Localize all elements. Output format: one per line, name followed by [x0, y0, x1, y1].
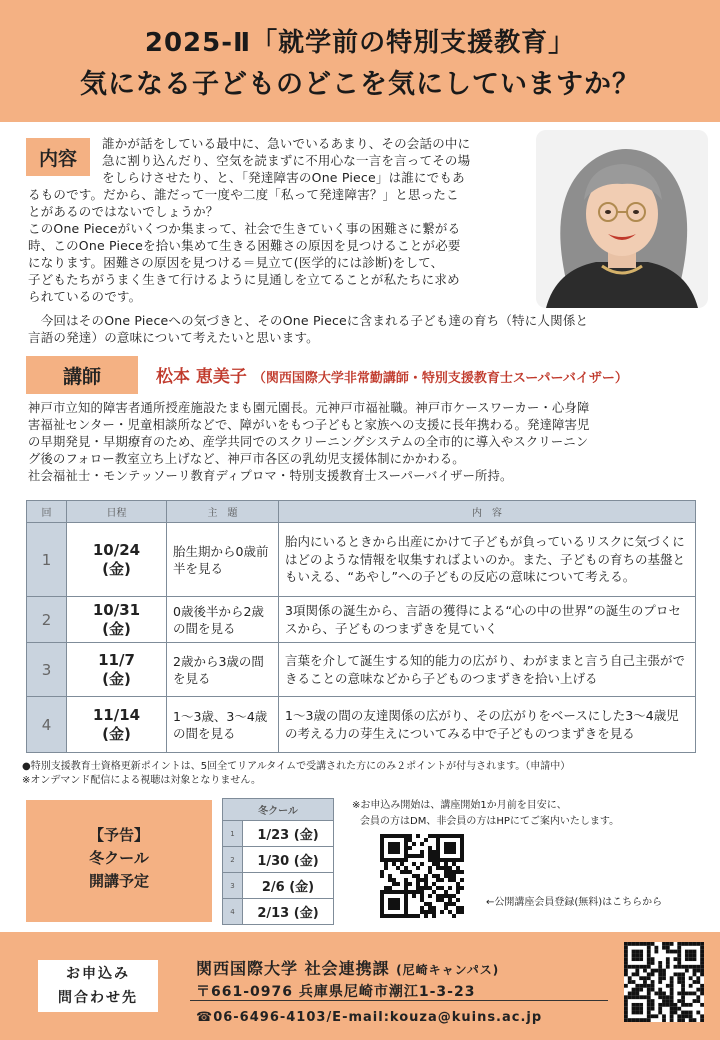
- session-content: 胎内にいるときから出産にかけて子どもが負っているリスクに気づくにはどのような情報を収集すればよいのか。また、子どもの育ちの基盤ともいえる、“あやし”への子どもの反応の意味について考える。: [279, 523, 696, 597]
- address: 〒661-0976 兵庫県尼崎市潮江1-3-23: [196, 984, 476, 1000]
- preview-line: 【予告】: [88, 826, 149, 844]
- content-line: 誰かが話をしている最中に、急いでいるあまり、その会話の中に: [102, 136, 471, 151]
- contact-label-line: 問合わせ先: [58, 990, 138, 1006]
- winter-header: 冬クール: [223, 799, 334, 821]
- page-title-line2: 気になる子どものどこを気にしていますか？: [80, 69, 640, 100]
- session-content: 1～3歳の間の友達関係の広がり、その広がりをベースにした3～4歳児の考える力の芽生えについてみる中で子どものつまずきを見る: [279, 697, 696, 753]
- org-name-line: [196, 956, 499, 979]
- content-line: 言語の発達）の意味について考えたいと思います。: [28, 330, 319, 345]
- session-topic: 0歳後半から2歳の間を見る: [167, 597, 279, 643]
- apply-note: [352, 798, 619, 830]
- qr-note: ←公開講座会員登録(無料)はこちらから: [486, 897, 663, 908]
- footer-divider: [190, 1000, 608, 1001]
- session-topic: 2歳から3歳の間を見る: [167, 643, 279, 697]
- instructor-name-line: [156, 362, 628, 387]
- session-date-value: 10/24: [92, 540, 141, 559]
- session-num: 3: [27, 643, 67, 697]
- session-date: [67, 523, 167, 597]
- table-row: [27, 523, 696, 597]
- bio-line: グ後のフォロー教室立ち上げなど、神戸市各区の乳幼児支援体制にかかわる。: [28, 452, 465, 466]
- session-content: 3項関係の誕生から、言語の獲得による“心の中の世界”の誕生のプロセスから、子どものつまずきを見ていく: [279, 597, 696, 643]
- instructor-affiliation: （関西国際大学非常勤講師・特別支援教育士スーパーバイザー）: [252, 371, 628, 386]
- winter-num: 4: [223, 899, 243, 925]
- winter-date: 2/6 (金): [243, 873, 334, 899]
- session-content: 言葉を介して誕生する知的能力の広がり、わがままと言う自己主張ができることの意味などから子どものつまずきを拾い上げる: [279, 643, 696, 697]
- bio-line: 害福祉センター・児童相談所などで、障がいをもつ子どもと家族への支援に長年携わる。発達障害児: [28, 418, 590, 432]
- session-topic: 胎生期から0歳前半を見る: [167, 523, 279, 597]
- winter-num: 2: [223, 847, 243, 873]
- instructor-label: 講師: [26, 356, 138, 394]
- content-line: 今回はそのOne Pieceへの気づきと、そのOne Pieceに含まれる子ども達の育ち（特に人関係と: [28, 313, 589, 328]
- schedule-table: [26, 500, 696, 753]
- note-ondemand: ※オンデマンド配信による視聴は対象となりません。: [22, 775, 261, 786]
- table-row: [27, 697, 696, 753]
- session-num: 1: [27, 523, 67, 597]
- header-banner: [0, 0, 720, 122]
- note-points: ●特別支援教育士資格更新ポイントは、5回全てリアルタイムで受講された方にのみ２ポイントが付与されます。（申請中）: [22, 761, 571, 772]
- table-row: [223, 873, 334, 899]
- winter-date: 1/23 (金): [243, 821, 334, 847]
- content-line: このOne Pieceがいくつか集まって、社会で生きていく事の困難さに繋がる: [28, 221, 461, 236]
- org-campus: (尼崎キャンパス): [396, 963, 500, 977]
- session-day: (金): [102, 669, 131, 688]
- col-header-num: 回: [27, 501, 67, 523]
- preview-box: [26, 800, 212, 922]
- bio-line: 神戸市立知的障害者通所授産施設たまも園元園長。元神戸市福祉職。神戸市ケースワーカー・心身障: [28, 401, 590, 415]
- bio-line: の早期発見・早期療育のため、産学共同でのスクリーニングシステムの全市的に導入やスクリーニン: [28, 435, 589, 449]
- col-header-topic: 主 題: [167, 501, 279, 523]
- preview-line: 冬クール: [89, 849, 149, 867]
- session-topic: 1～3歳、3～4歳の間を見る: [167, 697, 279, 753]
- session-day: (金): [102, 724, 131, 743]
- table-row: [27, 597, 696, 643]
- apply-note-line: 会員の方はDM、非会員の方はHPにてご案内いたします。: [360, 816, 620, 827]
- table-row: [223, 821, 334, 847]
- session-date-value: 10/31: [92, 600, 141, 619]
- tel-email[interactable]: ☎06-6496-4103/E-mail:kouza@kuins.ac.jp: [196, 1010, 543, 1025]
- content-line: とがあるのではないでしょうか？: [28, 204, 219, 219]
- content-line: 時、このOne Pieceを拾い集めて生きる困難さの原因を見つけることが必要: [28, 238, 461, 253]
- contact-box: [38, 960, 158, 1012]
- org-name: 関西国際大学 社会連携課: [196, 959, 390, 978]
- bio-line: 社会福祉士・モンテッソーリ教育ディプロマ・特別支援教育士スーパーバイザー所持。: [28, 469, 513, 483]
- content-line: をしらけさせたり、と、「発達障害のOne Piece」は誰にでもあ: [102, 170, 465, 185]
- session-date: [67, 643, 167, 697]
- winter-schedule-table: [222, 798, 334, 925]
- schedule-header-row: [27, 501, 696, 523]
- notes: [22, 760, 570, 788]
- content-line: 急に割り込んだり、空気を読まずに不用心な一言を言ってその場: [102, 153, 471, 168]
- page-title-line1: 2025-Ⅱ「就学前の特別支援教育」: [144, 28, 576, 58]
- instructor-name: 松本 恵美子: [156, 367, 247, 387]
- qr-code-member-registration[interactable]: [380, 834, 464, 918]
- winter-num: 1: [223, 821, 243, 847]
- session-date-value: 11/14: [92, 705, 141, 724]
- session-day: (金): [102, 619, 131, 638]
- winter-header-row: [223, 799, 334, 821]
- content-line: るものです。だから、誰だって一度や二度「私って発達障害？」と思ったこ: [28, 187, 459, 202]
- winter-date: 2/13 (金): [243, 899, 334, 925]
- content-line: られているのです。: [28, 289, 142, 304]
- table-row: [27, 643, 696, 697]
- winter-num: 3: [223, 873, 243, 899]
- content-label: 内容: [26, 138, 90, 176]
- qr-code-contact[interactable]: [624, 942, 704, 1022]
- session-date-value: 11/7: [98, 650, 135, 669]
- session-date: [67, 597, 167, 643]
- table-row: [223, 899, 334, 925]
- apply-note-line: ※お申込み開始は、講座開始1か月前を目安に、: [352, 800, 567, 811]
- winter-date: 1/30 (金): [243, 847, 334, 873]
- session-date: [67, 697, 167, 753]
- session-num: 2: [27, 597, 67, 643]
- contact-label-line: お申込み: [66, 966, 130, 982]
- session-num: 4: [27, 697, 67, 753]
- preview-line: 開講予定: [88, 872, 149, 890]
- col-header-content: 内 容: [279, 501, 696, 523]
- instructor-photo: [536, 130, 708, 308]
- content-line: 子どもたちがうまく生きて行けるように見通しを立てることが私たちに求め: [28, 272, 460, 287]
- content-line: になります。困難さの原因を見つける＝見立て(医学的には診断)をして、: [28, 255, 444, 270]
- table-row: [223, 847, 334, 873]
- session-day: (金): [102, 559, 131, 578]
- col-header-date: 日程: [67, 501, 167, 523]
